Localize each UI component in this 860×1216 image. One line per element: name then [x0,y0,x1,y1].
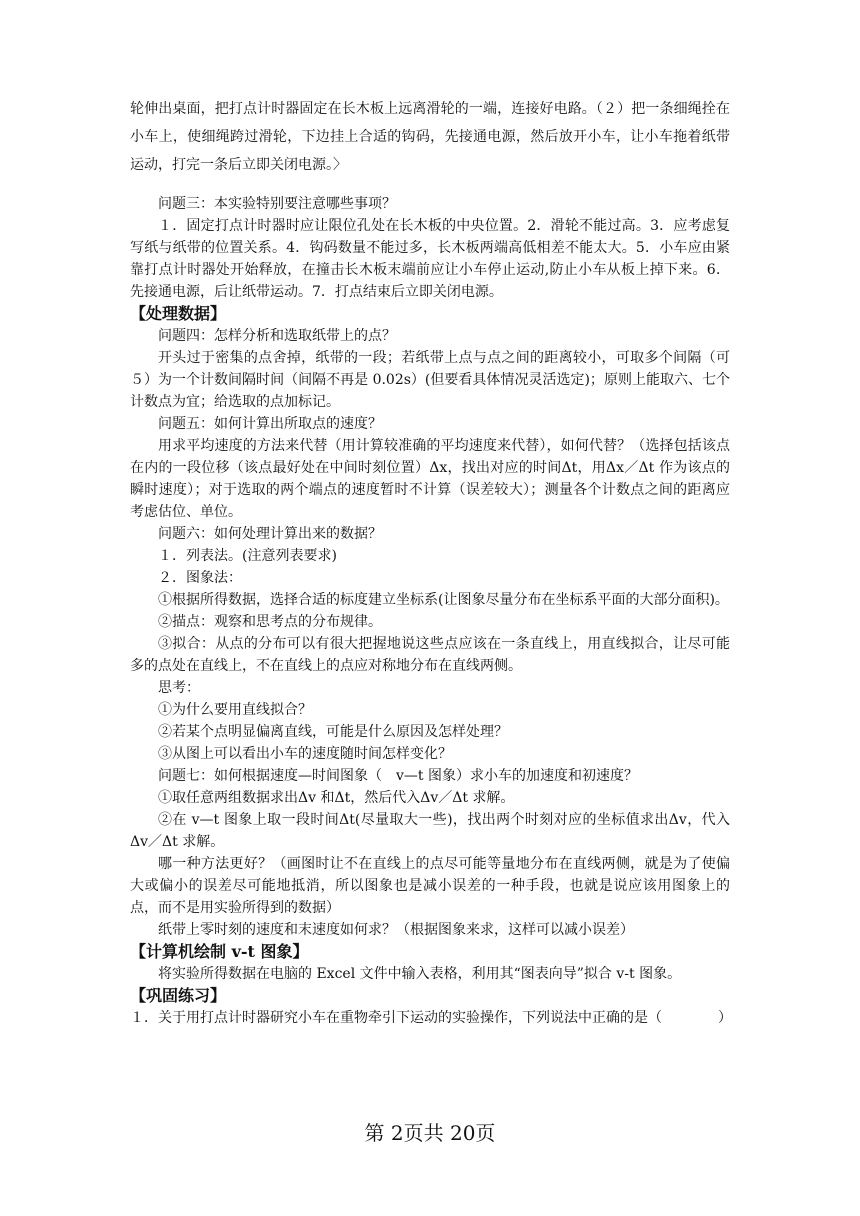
think-item-2: ②若某个点明显偏离直线，可能是什么原因及怎样处理？ [158,724,508,740]
practice-question-1: １．关于用打点计时器研究小车在重物牵引下运动的实验操作，下列说法中正确的是（ ） [130,1010,732,1026]
question-6: 问题六：如何处理计算出来的数据？ [158,526,382,542]
paragraph-steps: 轮伸出桌面，把打点计时器固定在长木板上远离滑轮的一端，连接好电路。（２）把一条细绳拴在小车上，使细绳跨过滑轮，下边挂上合适的钩码，先接通电源，然后放开小车，让小车拖着纸带运动，打完一条后立即关闭电源。〉 [130,101,730,173]
section-heading-data: 【处理数据】 [130,304,227,323]
question-6-item-1: １．列表法。(注意列表要求) [158,548,337,564]
computer-paragraph: 将实验所得数据在电脑的 Excel 文件中输入表格，利用其“图表向导”拟合 v-t 图象。 [158,966,682,982]
think-item-1: ①为什么要用直线拟合？ [158,702,312,718]
question-4-answer: 开头过于密集的点舍掉，纸带的一段；若纸带上点与点之间的距离较小，可取多个间隔（可５）为一个计数间隔时间（间隔不再是 0.02s）(但要看具体情况灵活选定)；原则上能取六、七个计数点为宜；给选取的点加标记。 [130,350,730,410]
question-6-item-2: ２．图象法： [158,570,242,586]
question-6-item-2b: ②描点：观察和思考点的分布规律。 [158,614,382,630]
section-heading-practice: 【巩固练习】 [130,986,227,1005]
question-7-item-4: 纸带上零时刻的速度和末速度如何求？（根据图象来求，这样可以减小误差） [158,922,634,938]
question-6-item-2c: ③拟合：从点的分布可以有很大把握地说这些点应该在一条直线上，用直线拟合，让尽可能多的点处在直线上，不在直线上的点应对称地分布在直线两侧。 [130,636,730,674]
think-item-3: ③从图上可以看出小车的速度随时间怎样变化？ [158,746,452,762]
page-footer: 第 2页共 20页 [364,1121,496,1145]
question-5-answer: 用求平均速度的方法来代替（用计算较准确的平均速度来代替），如何代替？（选择包括该点在内的一段位移（该点最好处在中间时刻位置）Δx，找出对应的时间Δt，用Δx／Δt 作为该点的瞬时速度）；对于选取的两个端点的速度暂时不计算（误差较大）；测量各个计数点之间的距离应考虑估位、单位。 [130,438,730,520]
think-label: 思考： [158,680,200,696]
question-6-item-2a: ①根据所得数据，选择合适的标度建立坐标系(让图象尽量分布在坐标系平面的大部分面积)。 [158,592,729,608]
question-7-item-2: ②在 v—t 图象上取一段时间Δt(尽量取大一些)，找出两个时刻对应的坐标值求出Δv，代入Δv／Δt 求解。 [130,812,730,850]
question-7-item-3: 哪一种方法更好？（画图时让不在直线上的点尽可能等量地分布在直线两侧，就是为了使偏大或偏小的误差尽可能地抵消，所以图象也是减小误差的一种手段，也就是说应该用图象上的点，而不是用实验所得到的数据） [130,856,730,916]
question-7-item-1: ①取任意两组数据求出Δv 和Δt，然后代入Δv／Δt 求解。 [158,790,515,806]
question-3: 问题三：本实验特别要注意哪些事项？ [158,196,396,212]
question-5: 问题五：如何计算出所取点的速度？ [158,416,382,432]
question-4: 问题四：怎样分析和选取纸带上的点？ [158,328,396,344]
question-3-answer: １．固定打点计时器时应让限位孔处在长木板的中央位置。2．滑轮不能过高。3．应考虑复写纸与纸带的位置关系。4．钩码数量不能过多，长木板两端高低相差不能太大。5．小车应由紧靠打点计时器处开始释放，在撞击长木板末端前应让小车停止运动,防止小车从板上掉下来。6．先接通电源，后让纸带运动。7．打点结束后立即关闭电源。 [130,218,730,300]
section-heading-computer: 【计算机绘制 v-t 图象】 [130,942,309,961]
page-content [130,95,730,1029]
question-7: 问题七：如何根据速度—时间图象（ v—t 图象）求小车的加速度和初速度？ [158,768,638,784]
